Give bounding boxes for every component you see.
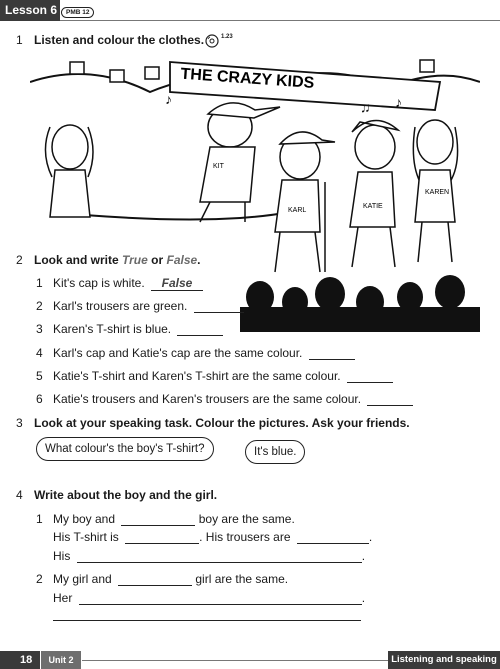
list-item	[36, 392, 413, 406]
item-text: Kit's cap is white.	[53, 276, 145, 290]
girl-blank-extra-line[interactable]	[53, 620, 361, 621]
audio-cd-icon[interactable]	[205, 34, 219, 48]
girl-blank-her[interactable]	[79, 593, 362, 605]
item-text: Katie's T-shirt and Karen's T-shirt are the same colour.	[53, 369, 341, 383]
task4-number: 4	[16, 488, 23, 502]
answer-blank[interactable]	[177, 324, 223, 336]
answer-blank[interactable]	[347, 371, 393, 383]
girl-blank-friend[interactable]	[118, 574, 192, 586]
task2-text-before: Look and write	[34, 253, 123, 267]
answer-example: False	[151, 276, 203, 291]
item-number: 2	[36, 572, 43, 586]
boy-text-e: .	[368, 530, 373, 544]
speech-bubble-question: What colour's the boy's T-shirt?	[36, 437, 214, 461]
boy-blank-his[interactable]	[77, 551, 362, 563]
item-text: Katie's trousers and Karen's trousers are the same colour.	[53, 392, 362, 406]
banner-text: THE CRAZY KIDS	[180, 65, 315, 92]
unit-label: Unit 2	[41, 651, 81, 669]
boy-blank-friend[interactable]	[121, 514, 195, 526]
girl-line-2	[36, 591, 365, 605]
boy-text-d: . His trousers are	[199, 530, 291, 544]
task2-heading	[16, 253, 201, 267]
shirt-label-karl: KARL	[288, 207, 307, 214]
pmb-badge: PMB 12	[61, 7, 94, 18]
lesson-label: Lesson 6	[0, 0, 60, 21]
track-number: 1.23	[221, 34, 233, 40]
boy-blank-tshirt[interactable]	[125, 532, 199, 544]
item-number: 6	[36, 392, 43, 406]
boy-line-2	[36, 530, 372, 544]
answer-blank[interactable]	[194, 301, 244, 313]
boy-text-f: His	[53, 549, 71, 563]
shirt-label-karen: KAREN	[425, 189, 450, 196]
section-label: Listening and speaking	[388, 651, 500, 669]
boy-text-b: boy are the same.	[198, 512, 295, 526]
list-item	[36, 369, 393, 383]
girl-line-1	[36, 572, 288, 586]
task3-heading	[16, 416, 410, 430]
speech-bubble-reply: It's blue.	[245, 440, 305, 464]
item-number: 3	[36, 322, 43, 336]
list-item	[36, 346, 355, 360]
item-number: 1	[36, 276, 43, 290]
task2-text-after: .	[197, 253, 201, 267]
task1-heading	[16, 33, 204, 47]
task3-text: Look at your speaking task. Colour the pictures. Ask your friends.	[34, 416, 410, 430]
task2-false-word: False	[166, 253, 198, 267]
bottom-rule	[82, 660, 388, 661]
item-text: Karl's trousers are green.	[53, 299, 188, 313]
list-item	[36, 322, 223, 336]
task1-number: 1	[16, 33, 23, 47]
list-item	[36, 276, 203, 291]
girl-text-c: Her	[53, 591, 73, 605]
shirt-label-kit: KIT	[213, 163, 224, 170]
task2-true-word: True	[122, 253, 148, 267]
boy-text-c: His T-shirt is	[53, 530, 119, 544]
girl-text-d: .	[361, 591, 366, 605]
music-note: ♪	[395, 94, 402, 110]
boy-line-3	[36, 549, 365, 563]
music-note: ♪	[165, 91, 172, 107]
item-number: 4	[36, 346, 43, 360]
boy-text-g: .	[361, 549, 366, 563]
item-number: 1	[36, 512, 43, 526]
task2-or-word: or	[147, 253, 167, 267]
boy-text-a: My boy and	[53, 512, 116, 526]
boy-line-1	[36, 512, 295, 526]
shirt-label-katie: KATIE	[363, 203, 383, 210]
girl-text-b: girl are the same.	[195, 572, 289, 586]
item-text: Karen's T-shirt is blue.	[53, 322, 172, 336]
task4-heading	[16, 488, 217, 502]
task1-text: Listen and colour the clothes.	[34, 33, 205, 47]
item-number: 5	[36, 369, 43, 383]
girl-text-a: My girl and	[53, 572, 112, 586]
item-text: Karl's cap and Katie's cap are the same colour.	[53, 346, 303, 360]
task2-number: 2	[16, 253, 23, 267]
task3-number: 3	[16, 416, 23, 430]
answer-blank[interactable]	[309, 348, 355, 360]
item-number: 2	[36, 299, 43, 313]
top-rule	[60, 20, 500, 21]
page-number: 18	[0, 651, 40, 669]
task4-text: Write about the boy and the girl.	[34, 488, 218, 502]
music-note: ♫	[360, 99, 371, 115]
list-item	[36, 299, 244, 313]
boy-blank-trousers[interactable]	[297, 532, 369, 544]
answer-blank[interactable]	[367, 394, 413, 406]
